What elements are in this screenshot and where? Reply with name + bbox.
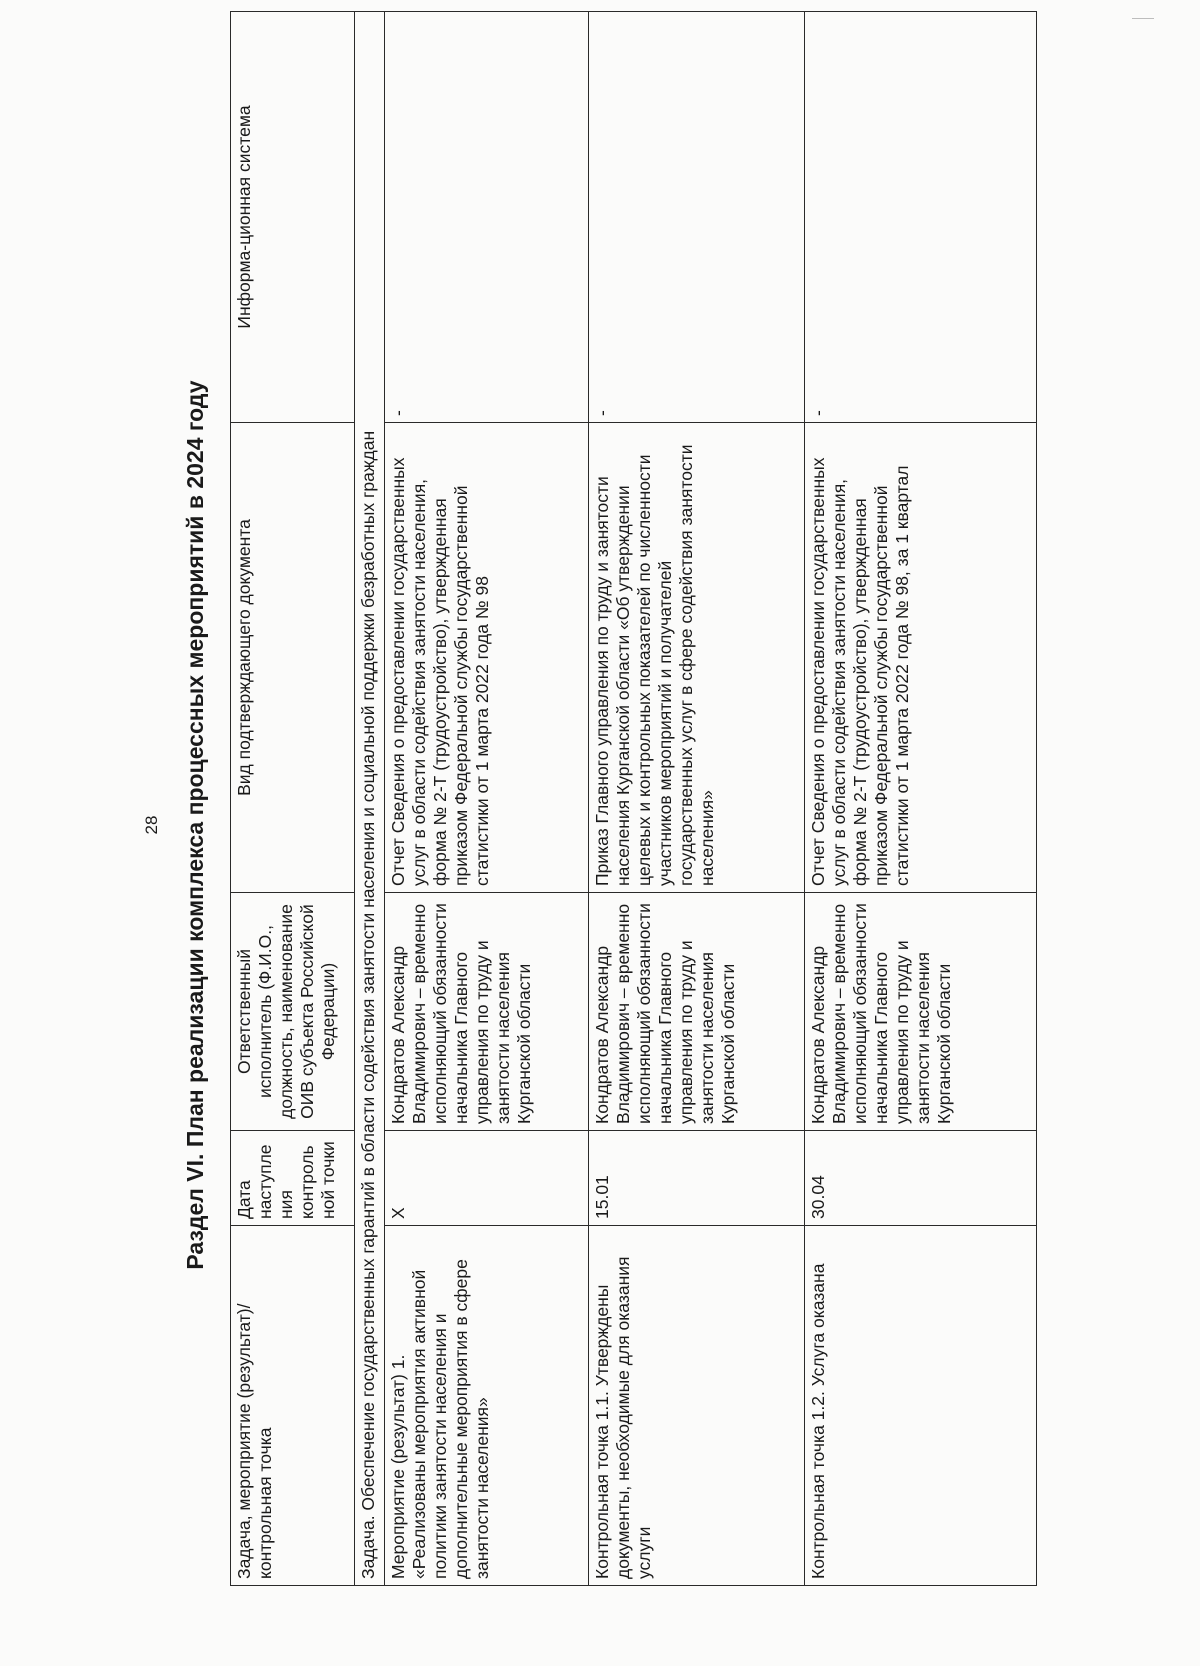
cell-responsible: Кондратов Александр Владимирович – временно исполняющий обязанности начальника Главного управления по труду и занятости населения Курганской области [589, 893, 805, 1131]
cell-document: Приказ Главного управления по труду и занятости населения Курганской области «Об утверждении целевых и контрольных показателей по численности участников мероприятий и получателей государственных услуг в сфере содействия занятости населения» [589, 423, 805, 893]
scan-mark [1132, 18, 1154, 19]
table-row [589, 12, 805, 1586]
task-row [355, 12, 385, 1586]
cell-document: Отчет Сведения о предоставлении государственных услуг в области содействия занятости населения, форма № 2-Т (трудоустройство), утвержденная приказом Федеральной службы государственной статистики от 1 марта 2022 года № 98, за 1 квартал [805, 423, 1037, 893]
table-header-row [231, 12, 355, 1586]
cell-info-system: - [805, 12, 1037, 423]
table-row [805, 12, 1037, 1586]
cell-date: Х [385, 1131, 589, 1226]
cell-info-system: - [385, 12, 589, 423]
task-text: Задача. Обеспечение государственных гарантий в области содействия занятости населения и социальной поддержки безработных граждан [355, 12, 385, 1586]
cell-task: Мероприятие (результат) 1. «Реализованы мероприятия активной политики занятости населения и дополнительные мероприятия в сфере занятости населения» [385, 1226, 589, 1586]
plan-table [230, 11, 1037, 1586]
rotated-page-content [110, 10, 1070, 1640]
cell-responsible: Кондратов Александр Владимирович – временно исполняющий обязанности начальника Главного управления по труду и занятости населения Курганской области [805, 893, 1037, 1131]
header-responsible: Ответственный исполнитель (Ф.И.О., должность, наименование ОИВ субъекта Российской Федерации) [231, 893, 355, 1131]
table-row [385, 12, 589, 1586]
header-info-system: Информа-ционная система [231, 12, 355, 423]
cell-task: Контрольная точка 1.1. Утверждены документы, необходимые для оказания услуги [589, 1226, 805, 1586]
header-task: Задача, мероприятие (результат)/контрольная точка [231, 1226, 355, 1586]
cell-info-system: - [589, 12, 805, 423]
cell-date: 30.04 [805, 1131, 1037, 1226]
cell-responsible: Кондратов Александр Владимирович – временно исполняющий обязанности начальника Главного управления по труду и занятости населения Курганской области [385, 893, 589, 1131]
page-number: 28 [142, 815, 161, 835]
section-title: Раздел VI. План реализации комплекса процессных мероприятий в 2024 году [182, 380, 208, 1270]
cell-document: Отчет Сведения о предоставлении государственных услуг в области содействия занятости населения, форма № 2-Т (трудоустройство), утвержденная приказом Федеральной службы государственной статистики от 1 марта 2022 года № 98 [385, 423, 589, 893]
header-document: Вид подтверждающего документа [231, 423, 355, 893]
cell-task: Контрольная точка 1.2. Услуга оказана [805, 1226, 1037, 1586]
header-date: Дата наступления контрольной точки [231, 1131, 355, 1226]
cell-date: 15.01 [589, 1131, 805, 1226]
